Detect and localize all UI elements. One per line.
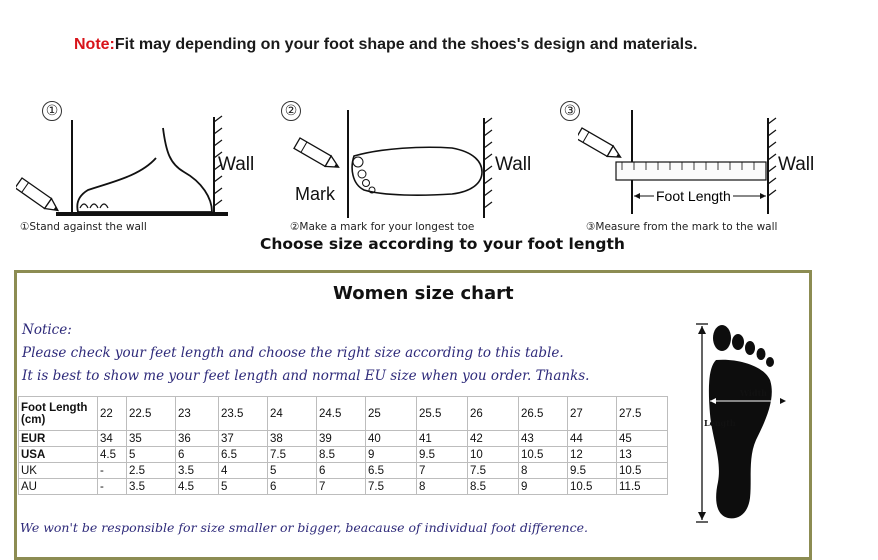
table-cell: 38 <box>268 431 317 447</box>
table-cell: 7.5 <box>468 463 519 479</box>
table-cell: 27.5 <box>617 397 668 431</box>
step-3-caption: ③Measure from the mark to the wall <box>586 221 778 233</box>
table-cell: - <box>98 463 127 479</box>
table-cell: 3.5 <box>176 463 219 479</box>
width-label: Width <box>740 388 767 398</box>
step-3-wall-label: Wall <box>778 154 815 175</box>
table-cell: 22.5 <box>127 397 176 431</box>
table-row <box>19 479 668 495</box>
table-cell: 24.5 <box>317 397 366 431</box>
table-cell: 41 <box>417 431 468 447</box>
row-label: Foot Length (cm) <box>19 397 98 431</box>
table-cell: 7.5 <box>366 479 417 495</box>
table-row <box>19 463 668 479</box>
table-row <box>19 431 668 447</box>
table-cell: 6.5 <box>219 447 268 463</box>
table-cell: 23 <box>176 397 219 431</box>
size-table <box>18 396 668 495</box>
note-prefix: Note: <box>74 36 115 53</box>
table-cell: 5 <box>268 463 317 479</box>
foot-length-label: Foot Length <box>656 188 731 204</box>
table-cell: 6 <box>268 479 317 495</box>
table-cell: 13 <box>617 447 668 463</box>
table-cell: 8 <box>417 479 468 495</box>
table-cell: - <box>98 479 127 495</box>
table-cell: 43 <box>519 431 568 447</box>
table-cell: 8 <box>519 463 568 479</box>
table-cell: 26 <box>468 397 519 431</box>
step-1-wall-label: Wall <box>218 154 255 175</box>
table-cell: 10 <box>468 447 519 463</box>
table-cell: 39 <box>317 431 366 447</box>
table-cell: 2.5 <box>127 463 176 479</box>
table-cell: 6 <box>176 447 219 463</box>
notice-line-1: Please check your feet length and choose the right size according to this table. <box>22 345 564 361</box>
table-cell: 4.5 <box>176 479 219 495</box>
table-cell: 25 <box>366 397 417 431</box>
row-label: UK <box>19 463 98 479</box>
table-cell: 10.5 <box>617 463 668 479</box>
table-cell: 5 <box>219 479 268 495</box>
table-cell: 6.5 <box>366 463 417 479</box>
step-2-mark-label: Mark <box>295 184 335 204</box>
table-cell: 10.5 <box>568 479 617 495</box>
table-cell: 7 <box>417 463 468 479</box>
table-cell: 8.5 <box>468 479 519 495</box>
table-cell: 9.5 <box>417 447 468 463</box>
length-label: Length <box>704 418 736 428</box>
table-cell: 3.5 <box>127 479 176 495</box>
row-label: EUR <box>19 431 98 447</box>
table-cell: 40 <box>366 431 417 447</box>
table-cell: 4 <box>219 463 268 479</box>
table-cell: 34 <box>98 431 127 447</box>
step-2-caption: ②Make a mark for your longest toe <box>290 221 475 233</box>
table-cell: 25.5 <box>417 397 468 431</box>
table-cell: 44 <box>568 431 617 447</box>
table-cell: 9 <box>366 447 417 463</box>
table-cell: 26.5 <box>519 397 568 431</box>
table-cell: 23.5 <box>219 397 268 431</box>
note-text: Fit may depending on your foot shape and the shoes's design and materials. <box>114 36 698 53</box>
table-cell: 27 <box>568 397 617 431</box>
table-cell: 4.5 <box>98 447 127 463</box>
table-cell: 9.5 <box>568 463 617 479</box>
table-cell: 7.5 <box>268 447 317 463</box>
step-2-wall-label: Wall <box>495 154 532 175</box>
table-cell: 36 <box>176 431 219 447</box>
step-3-number: ③ <box>560 101 580 121</box>
table-cell: 8.5 <box>317 447 366 463</box>
notice-line-2: It is best to show me your feet length and normal EU size when you order. Thanks. <box>22 368 590 384</box>
row-label: USA <box>19 447 98 463</box>
table-cell: 22 <box>98 397 127 431</box>
table-cell: 35 <box>127 431 176 447</box>
table-cell: 12 <box>568 447 617 463</box>
table-cell: 10.5 <box>519 447 568 463</box>
table-cell: 9 <box>519 479 568 495</box>
table-cell: 11.5 <box>617 479 668 495</box>
table-cell: 42 <box>468 431 519 447</box>
step-1-caption: ①Stand against the wall <box>20 221 147 233</box>
row-label: AU <box>19 479 98 495</box>
table-cell: 24 <box>268 397 317 431</box>
fit-note <box>74 36 697 54</box>
table-cell: 5 <box>127 447 176 463</box>
step-1-number: ① <box>42 101 62 121</box>
table-cell: 7 <box>317 479 366 495</box>
notice-title: Notice: <box>22 322 72 338</box>
table-cell: 6 <box>317 463 366 479</box>
footer-disclaimer: We won't be responsible for size smaller or bigger, beacause of individual foot difference. <box>20 520 588 535</box>
table-cell: 37 <box>219 431 268 447</box>
size-chart-title: Women size chart <box>333 283 514 304</box>
choose-size-heading: Choose size according to your foot length <box>260 235 625 253</box>
table-row <box>19 447 668 463</box>
step-2-number: ② <box>281 101 301 121</box>
table-row <box>19 397 668 431</box>
table-cell: 45 <box>617 431 668 447</box>
